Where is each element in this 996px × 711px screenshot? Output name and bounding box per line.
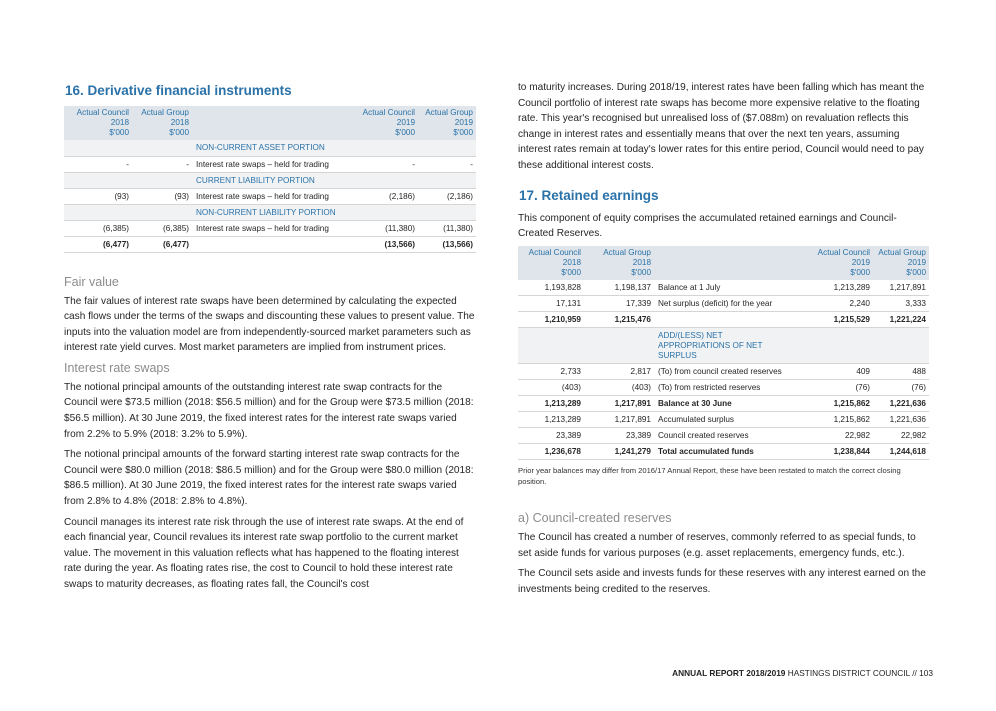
value-cell: 1,236,678 (518, 444, 584, 460)
column-header (132, 106, 192, 140)
value-cell (518, 328, 584, 364)
row-label: Council created reserves (654, 428, 787, 444)
swaps-continuation-text: to maturity increases. During 2018/19, interest rates have been falling which has meant the Council portfolio of interest rate swaps has become more expensive relative to the floating rate. This year's recognised but unrealised loss of ($7.088m) on revaluation reflects this change in interest rates and essentially means that over the next ten years, assuming interest rates remain at today's lower rates for this entire period, Council would need to pay these additional interest costs. (518, 82, 925, 171)
value-cell: 1,221,224 (873, 312, 929, 328)
row-label: CURRENT LIABILITY PORTION (192, 172, 350, 188)
value-cell: 23,389 (584, 428, 654, 444)
table-row (518, 364, 929, 380)
value-cell: - (64, 156, 132, 172)
row-label (192, 236, 350, 252)
value-cell: 1,198,137 (584, 280, 654, 296)
column-header-line: 2018 (170, 118, 189, 127)
table-section-row (64, 204, 476, 220)
column-header-line: $'000 (561, 267, 581, 277)
value-cell: (93) (132, 188, 192, 204)
value-cell: 2,240 (787, 296, 873, 312)
value-cell (350, 140, 418, 156)
value-cell: 1,215,529 (787, 312, 873, 328)
value-cell: 1,193,828 (518, 280, 584, 296)
column-header-line: $'000 (109, 128, 129, 137)
table-row (64, 220, 476, 236)
swaps-paragraph-3: Council manages its interest rate risk through the use of interest rate swaps. At the end of each financial year, Council revalues its interest rate swap portfolio to the current market value. The movement in this valuation reflects what has happened to the floating interest rate during the year. As floating rates rise, the cost to Council to hold these interest rate swaps to maturity decreases, as floating rates fall, the Council's cost (64, 516, 464, 590)
column-header (350, 106, 418, 140)
value-cell: 1,215,862 (787, 396, 873, 412)
value-cell (64, 140, 132, 156)
table-total-row (518, 312, 929, 328)
table-row (518, 280, 929, 296)
column-header (418, 106, 476, 140)
table-total-row (518, 444, 929, 460)
value-cell: 1,238,844 (787, 444, 873, 460)
retained-earnings-table (518, 246, 929, 461)
column-header-line: 2019 (454, 118, 473, 127)
value-cell: (13,566) (350, 236, 418, 252)
value-cell: 1,210,959 (518, 312, 584, 328)
column-header-line: $'000 (169, 128, 189, 137)
row-label: Accumulated surplus (654, 412, 787, 428)
reserves-paragraph-1: The Council has created a number of reserves, commonly referred to as special funds, to set aside funds for various purposes (e.g. asset replacements, emergency funds, etc.). (518, 532, 916, 559)
value-cell: 1,213,289 (518, 396, 584, 412)
row-label: Interest rate swaps – held for trading (192, 220, 350, 236)
table-header-row (518, 246, 929, 280)
column-header-line: $'000 (850, 267, 870, 277)
table-row (64, 188, 476, 204)
column-header-line: $'000 (906, 267, 926, 277)
table-total-row (64, 236, 476, 252)
column-header (654, 246, 787, 280)
value-cell: - (132, 156, 192, 172)
column-header-line: Actual Council (362, 108, 415, 117)
column-header-line (194, 118, 347, 128)
value-cell (350, 204, 418, 220)
value-cell (873, 328, 929, 364)
column-header-line: $'000 (453, 128, 473, 137)
value-cell: (2,186) (350, 188, 418, 204)
value-cell: (6,477) (132, 236, 192, 252)
value-cell: (76) (873, 380, 929, 396)
value-cell: 22,982 (873, 428, 929, 444)
column-header (192, 106, 350, 140)
value-cell: 1,221,636 (873, 412, 929, 428)
column-header-line: 2018 (110, 118, 129, 127)
value-cell: 1,217,891 (873, 280, 929, 296)
value-cell: - (418, 156, 476, 172)
table-section-row (64, 140, 476, 156)
column-header-line (656, 258, 784, 268)
value-cell: 22,982 (787, 428, 873, 444)
value-cell: (6,385) (64, 220, 132, 236)
value-cell (64, 172, 132, 188)
left-column (64, 80, 476, 598)
value-cell: (6,385) (132, 220, 192, 236)
restatement-note: Prior year balances may differ from 2016/17 Annual Report, these have been restated to match the correct closing position. (518, 466, 901, 487)
footer-separator: // (912, 668, 917, 678)
column-header-line: 2018 (562, 257, 581, 267)
value-cell (584, 328, 654, 364)
column-header-line: 2019 (396, 118, 415, 127)
interest-rate-swaps-heading: Interest rate swaps (64, 360, 170, 375)
value-cell: 409 (787, 364, 873, 380)
value-cell: 17,339 (584, 296, 654, 312)
page-footer (600, 668, 933, 678)
column-header-line: Actual Group (141, 108, 189, 117)
value-cell: 1,213,289 (787, 280, 873, 296)
column-header-line: 2019 (907, 257, 926, 267)
row-label: ADD/(LESS) NET APPROPRIATIONS OF NET SURPLUS (654, 328, 787, 364)
derivatives-table (64, 106, 476, 253)
value-cell: - (350, 156, 418, 172)
footer-report-title: ANNUAL REPORT 2018/2019 (672, 668, 786, 678)
fair-value-text: The fair values of interest rate swaps have been determined by calculating the expected cash flows under the terms of the swaps and discounting these values to present value. The inputs into the valuation model are from independently-sourced market parameters such as interest rate yield curves. Most market parameters are implied from instrument prices. (64, 295, 475, 354)
row-label: Balance at 1 July (654, 280, 787, 296)
row-label (654, 312, 787, 328)
column-header-line: Actual Council (817, 247, 870, 257)
row-label: Interest rate swaps – held for trading (192, 156, 350, 172)
value-cell: (76) (787, 380, 873, 396)
fair-value-heading: Fair value (64, 274, 119, 289)
value-cell: 1,244,618 (873, 444, 929, 460)
value-cell: (11,380) (350, 220, 418, 236)
column-header-line: $'000 (631, 267, 651, 277)
value-cell: (403) (584, 380, 654, 396)
table-row (518, 412, 929, 428)
value-cell (132, 140, 192, 156)
table-row (64, 156, 476, 172)
swaps-paragraph-1: The notional principal amounts of the outstanding interest rate swap contracts for the Council were $73.5 million (2018: $56.5 million) and for the Group were $73.5 million (2018: $56.5 million). At 30 June 2019, the fixed interest rates for the interest rate swaps varied from 2.2% to 5.9% (2018: 3.2% to 5.9%). (64, 381, 474, 440)
right-column (518, 80, 929, 603)
column-header-line: Actual Group (878, 247, 926, 257)
column-header-line: Actual Group (425, 108, 473, 117)
column-header-line: Actual Council (76, 108, 129, 117)
table-row (518, 380, 929, 396)
council-created-reserves-heading: a) Council-created reserves (518, 511, 672, 526)
value-cell: 1,217,891 (584, 396, 654, 412)
value-cell: 23,389 (518, 428, 584, 444)
value-cell (418, 172, 476, 188)
row-label: NON-CURRENT LIABILITY PORTION (192, 204, 350, 220)
section-17-heading: 17. Retained earnings (519, 187, 659, 203)
swaps-paragraph-2: The notional principal amounts of the forward starting interest rate swap contracts for the Council were $80.0 million (2018: $86.5 million) and for the Group were $80.0 million (2018: $86.5 million). At 30 June 2019, the fixed interest rates for the interest rate swaps varied from 2.8% to 4.8% (2018: 2.8% to 4.8%). (64, 449, 474, 508)
column-header-line: Actual Group (603, 247, 651, 257)
table-section-row (64, 172, 476, 188)
value-cell: (11,380) (418, 220, 476, 236)
value-cell: 1,241,279 (584, 444, 654, 460)
column-header-line (656, 268, 784, 278)
reserves-paragraph-2: The Council sets aside and invests funds for these reserves with any interest earned on the investments being credited to the reserves. (518, 568, 926, 596)
value-cell: 17,131 (518, 296, 584, 312)
table-row (518, 296, 929, 312)
table-row (518, 428, 929, 444)
value-cell: 1,217,891 (584, 412, 654, 428)
table-header-row (64, 106, 476, 140)
row-label: Total accumulated funds (654, 444, 787, 460)
column-header-line: 2019 (851, 257, 870, 267)
value-cell (132, 172, 192, 188)
column-header (64, 106, 132, 140)
row-label: (To) from council created reserves (654, 364, 787, 380)
table-total-row (518, 396, 929, 412)
column-header (584, 246, 654, 280)
column-header (787, 246, 873, 280)
column-header-line (194, 108, 347, 118)
value-cell: 1,215,862 (787, 412, 873, 428)
page-number: 103 (919, 668, 933, 678)
value-cell: (13,566) (418, 236, 476, 252)
retained-earnings-intro: This component of equity comprises the accumulated retained earnings and Council-Created Reserves. (518, 212, 897, 240)
value-cell (418, 204, 476, 220)
column-header (518, 246, 584, 280)
value-cell (132, 204, 192, 220)
value-cell (350, 172, 418, 188)
row-label: Balance at 30 June (654, 396, 787, 412)
column-header-line: Actual Council (528, 247, 581, 257)
column-header-line (194, 128, 347, 138)
value-cell (418, 140, 476, 156)
value-cell: (2,186) (418, 188, 476, 204)
value-cell (787, 328, 873, 364)
column-header-line: 2018 (632, 257, 651, 267)
value-cell: 1,213,289 (518, 412, 584, 428)
section-16-heading: 16. Derivative financial instruments (65, 83, 292, 98)
value-cell: 1,215,476 (584, 312, 654, 328)
row-label: NON-CURRENT ASSET PORTION (192, 140, 350, 156)
value-cell: (6,477) (64, 236, 132, 252)
value-cell (64, 204, 132, 220)
column-header-line: $'000 (395, 128, 415, 137)
footer-council-name: HASTINGS DISTRICT COUNCIL (787, 668, 910, 678)
table-section-row (518, 328, 929, 364)
row-label: Net surplus (deficit) for the year (654, 296, 787, 312)
value-cell: 488 (873, 364, 929, 380)
value-cell: 3,333 (873, 296, 929, 312)
value-cell: (93) (64, 188, 132, 204)
value-cell: (403) (518, 380, 584, 396)
column-header-line (656, 248, 784, 258)
row-label: Interest rate swaps – held for trading (192, 188, 350, 204)
value-cell: 1,221,636 (873, 396, 929, 412)
row-label: (To) from restricted reserves (654, 380, 787, 396)
value-cell: 2,817 (584, 364, 654, 380)
column-header (873, 246, 929, 280)
value-cell: 2,733 (518, 364, 584, 380)
